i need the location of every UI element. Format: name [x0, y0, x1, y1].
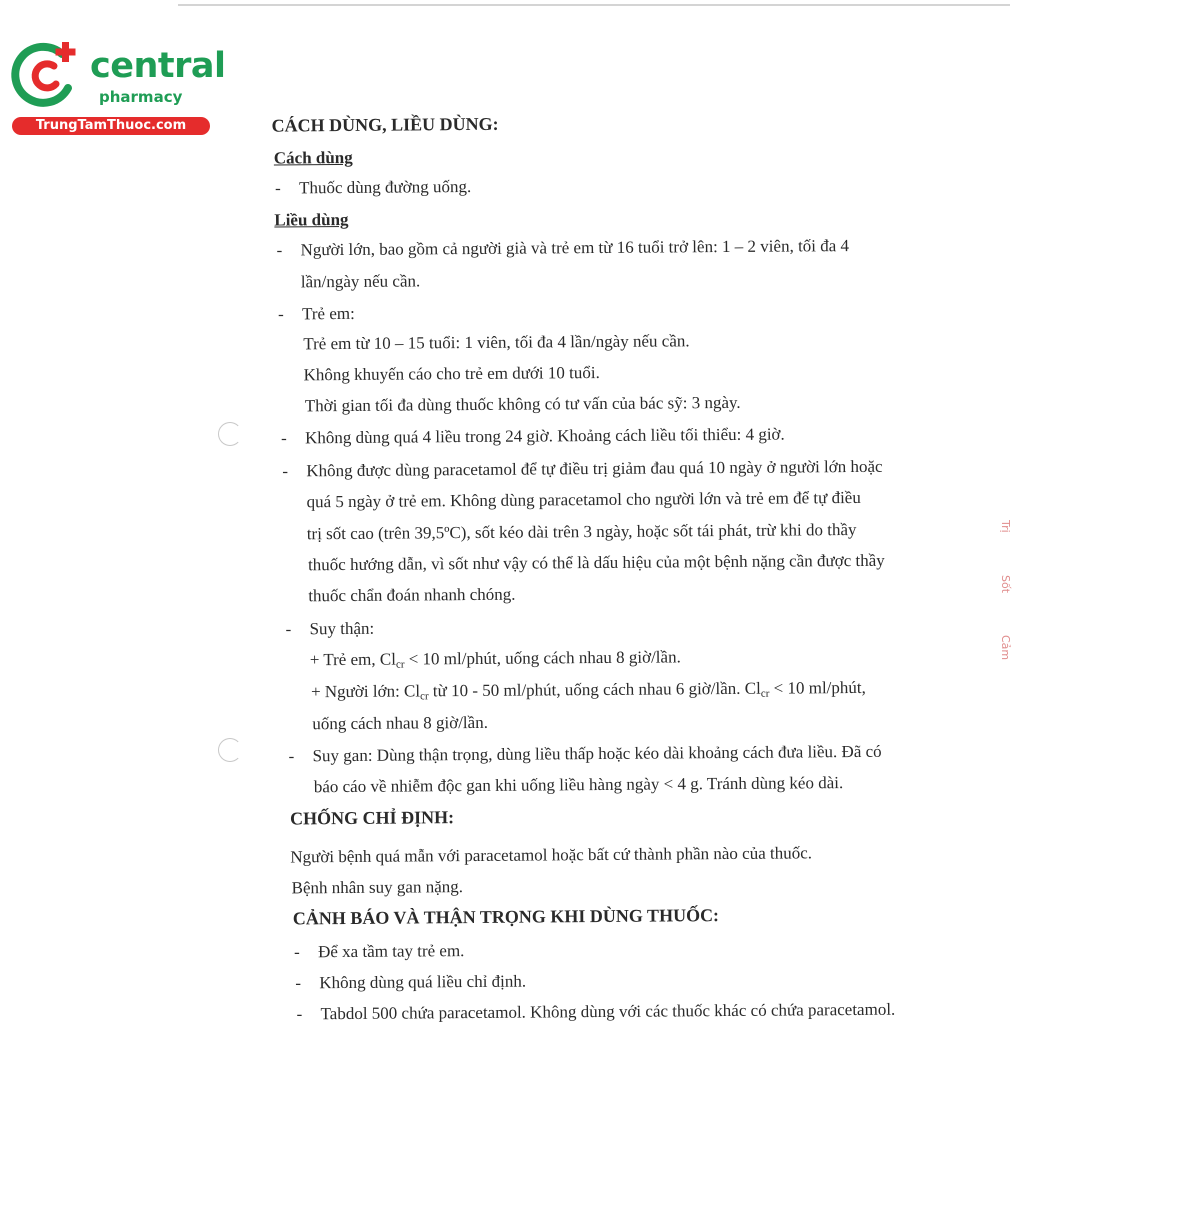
list-item-continued: lần/ngày nếu cần.	[300, 271, 421, 292]
list-item: Tabdol 500 chứa paracetamol. Không dùng với các thuốc khác có chứa paracetamol.	[320, 999, 896, 1024]
list-item-detail: Thời gian tối đa dùng thuốc không có tư vấn của bác sỹ: 3 ngày.	[304, 392, 741, 416]
list-item: Thuốc dùng đường uống.	[298, 177, 472, 198]
list-item-detail: Trẻ em từ 10 – 15 tuổi: 1 viên, tối đa 4 lần/ngày nếu cần.	[303, 331, 690, 354]
list-item: Suy gan: Dùng thận trọng, dùng liều thấp hoặc kéo dài khoảng cách đưa liều. Đã có	[312, 741, 882, 766]
subscript: cr	[420, 690, 429, 703]
dose-subheading: Liều dùng	[274, 209, 349, 230]
stamp-text: Cảm	[999, 635, 1012, 661]
list-item-detail	[311, 678, 866, 702]
list-bullet: -	[276, 240, 283, 260]
text-run: < 10 ml/phút, uống cách nhau 8 giờ/lần.	[404, 647, 681, 669]
list-bullet: -	[274, 178, 281, 198]
list-bullet: -	[280, 428, 287, 448]
text-run: + Trẻ em, Cl	[309, 649, 396, 670]
paragraph: Người bệnh quá mẫn với paracetamol hoặc bất cứ thành phần nào của thuốc.	[290, 843, 813, 867]
list-item-continued: trị sốt cao (trên 39,5ºC), sốt kéo dài trên 3 ngày, hoặc sốt tái phát, trừ khi do thầy	[306, 519, 857, 544]
list-item: Để xa tầm tay trẻ em.	[317, 941, 465, 962]
list-item: Người lớn, bao gồm cả người già và trẻ em từ 16 tuổi trở lên: 1 – 2 viên, tối đa 4	[300, 236, 850, 260]
list-item-continued: thuốc chẩn đoán nhanh chóng.	[308, 584, 516, 606]
subscript: cr	[760, 687, 770, 700]
paragraph: Bệnh nhân suy gan nặng.	[291, 877, 464, 898]
list-bullet: -	[277, 304, 284, 324]
watermark-subtitle: pharmacy	[99, 88, 183, 106]
list-item-detail: Không khuyến cáo cho trẻ em dưới 10 tuổi.	[303, 362, 600, 385]
punch-hole	[218, 738, 242, 762]
list-item-continued: uống cách nhau 8 giờ/lần.	[312, 712, 488, 734]
list-item: Suy thận:	[309, 618, 375, 639]
text-run: < 10 ml/phút,	[769, 677, 866, 698]
list-item: Trẻ em:	[301, 303, 355, 324]
usage-heading: CÁCH DÙNG, LIỀU DÙNG:	[271, 113, 499, 136]
stamp-text: Sốt	[999, 575, 1012, 594]
warning-heading: CẢNH BÁO VÀ THẬN TRỌNG KHI DÙNG THUỐC:	[292, 905, 720, 929]
list-bullet: -	[285, 619, 292, 639]
list-item-detail	[310, 647, 681, 670]
list-bullet: -	[282, 461, 289, 481]
side-stamp	[998, 520, 1014, 670]
list-item: Không dùng quá liều chỉ định.	[319, 971, 527, 993]
list-bullet: -	[293, 942, 300, 962]
list-item-continued: quá 5 ngày ở trẻ em. Không dùng paracetamol cho người lớn và trẻ em để tự điều	[306, 487, 861, 512]
text-run: từ 10 - 50 ml/phút, uống cách nhau 6 giờ/lần. Cl	[428, 678, 761, 701]
method-subheading: Cách dùng	[273, 147, 353, 168]
list-item-continued: báo cáo về nhiễm độc gan khi uống liều hàng ngày < 4 g. Tránh dùng kéo dài.	[313, 773, 844, 797]
text-run: + Người lớn: Cl	[310, 681, 421, 702]
watermark-site: TrungTamThuoc.com	[12, 117, 210, 135]
list-item-continued: thuốc hướng dẫn, vì sốt như vậy có thể là dấu hiệu của một bệnh nặng cần được thầy	[307, 550, 885, 575]
punch-hole	[218, 422, 242, 446]
subscript: cr	[395, 658, 405, 671]
watermark-brand: central	[90, 46, 226, 86]
contraindication-heading: CHỐNG CHỈ ĐỊNH:	[289, 807, 455, 829]
list-bullet: -	[296, 1004, 303, 1024]
list-bullet: -	[288, 746, 295, 766]
list-bullet: -	[295, 973, 302, 993]
stamp-text: Trị	[999, 520, 1012, 533]
list-item: Không dùng quá 4 liều trong 24 giờ. Khoảng cách liều tối thiểu: 4 giờ.	[304, 424, 785, 448]
list-item: Không được dùng paracetamol để tự điều trị giảm đau quá 10 ngày ở người lớn hoặc	[306, 456, 883, 481]
